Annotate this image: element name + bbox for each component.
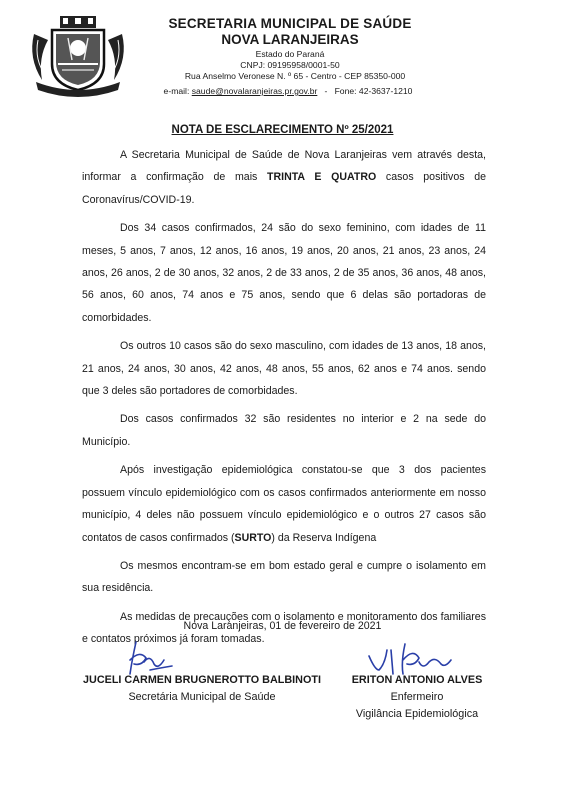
signer-department: Vigilância Epidemiológica [355,708,479,720]
document-date: Nova Laranjeiras, 01 de fevereiro de 2021 [183,620,382,632]
header-cnpj: CNPJ: 09195958/0001-50 [240,60,340,70]
municipal-crest-logo [28,14,128,98]
header-contact [128,86,448,96]
email-link[interactable]: saude@novalaranjeiras.pr.gov.br [191,86,318,96]
signer-role: Secretária Municipal de Saúde [128,691,276,703]
paragraph-1: A Secretaria Municipal de Saúde de Nova Laranjeiras vem através desta, informar a confirmação de mais TRINTA E QUATRO casos positivos de Coronavírus/COVID-19. [82,149,486,206]
separator: - [324,86,328,96]
signer-role: Enfermeiro [390,691,444,703]
signature-block-nurse [332,672,502,723]
highlight-outbreak: SURTO [234,531,272,544]
signer-name: JUCELI CARMEN BRUGNEROTTO BALBINOTI [83,674,321,686]
paragraph-2: Dos 34 casos confirmados, 24 são do sexo feminino, com idades de 11 meses, 5 anos, 7 anos, 12 anos, 16 anos, 19 anos, 20 anos, 21 anos, 23 anos, 24 anos, 26 anos, 2 de 30 anos, 32 anos, 2 de 33 anos, 2 de 35 anos, 36 anos, 48 anos, 56 anos, 60 anos, 74 anos e 75 anos, sendo que 6 delas são portadoras de comorbidades. [82,222,486,324]
paragraph-4: Dos casos confirmados 32 são residentes no interior e 2 na sede do Município. [82,413,486,448]
header-title: SECRETARIA MUNICIPAL DE SAÚDE [168,16,412,31]
paragraph-5: Após investigação epidemiológica constatou-se que 3 dos pacientes possuem vínculo epidemiológico com os casos confirmados anteriormente em nosso município, 4 deles não possuem vínculo epidemiológico e o outros 27 casos são contatos de casos confirmados (SURTO) da Reserva Indígena [82,464,486,544]
paragraph-6: Os mesmos encontram-se em bom estado geral e cumpre o isolamento em sua residência. [82,559,486,595]
letterhead [140,16,440,82]
document-body [82,144,486,651]
paragraph-7: As medidas de precauções com o isolamento e monitoramento dos familiares e contatos próximos já foram tomadas. [82,610,486,646]
highlight-count: TRINTA E QUATRO [267,171,377,184]
phone: Fone: 42-3637-1210 [334,86,413,96]
header-address: Rua Anselmo Veronese N. º 65 - Centro - CEP 85350-000 [184,71,406,81]
document-title-text: NOTA DE ESCLARECIMENTO Nº 25/2021 [171,124,394,136]
header-state: Estado do Paraná [255,49,325,59]
signer-name: ERITON ANTONIO ALVES [351,674,483,686]
document-title [0,124,565,136]
header-subtitle: NOVA LARANJEIRAS [221,32,359,47]
paragraph-3: Os outros 10 casos são do sexo masculino, com idades de 13 anos, 18 anos, 21 anos, 24 anos, 30 anos, 42 anos, 48 anos, 55 anos, 62 anos e 74 anos. sendo que 3 deles são portadores de comorbidades. [82,340,486,398]
signature-block-secretary [78,672,326,706]
email-label: e-mail: [163,86,190,96]
